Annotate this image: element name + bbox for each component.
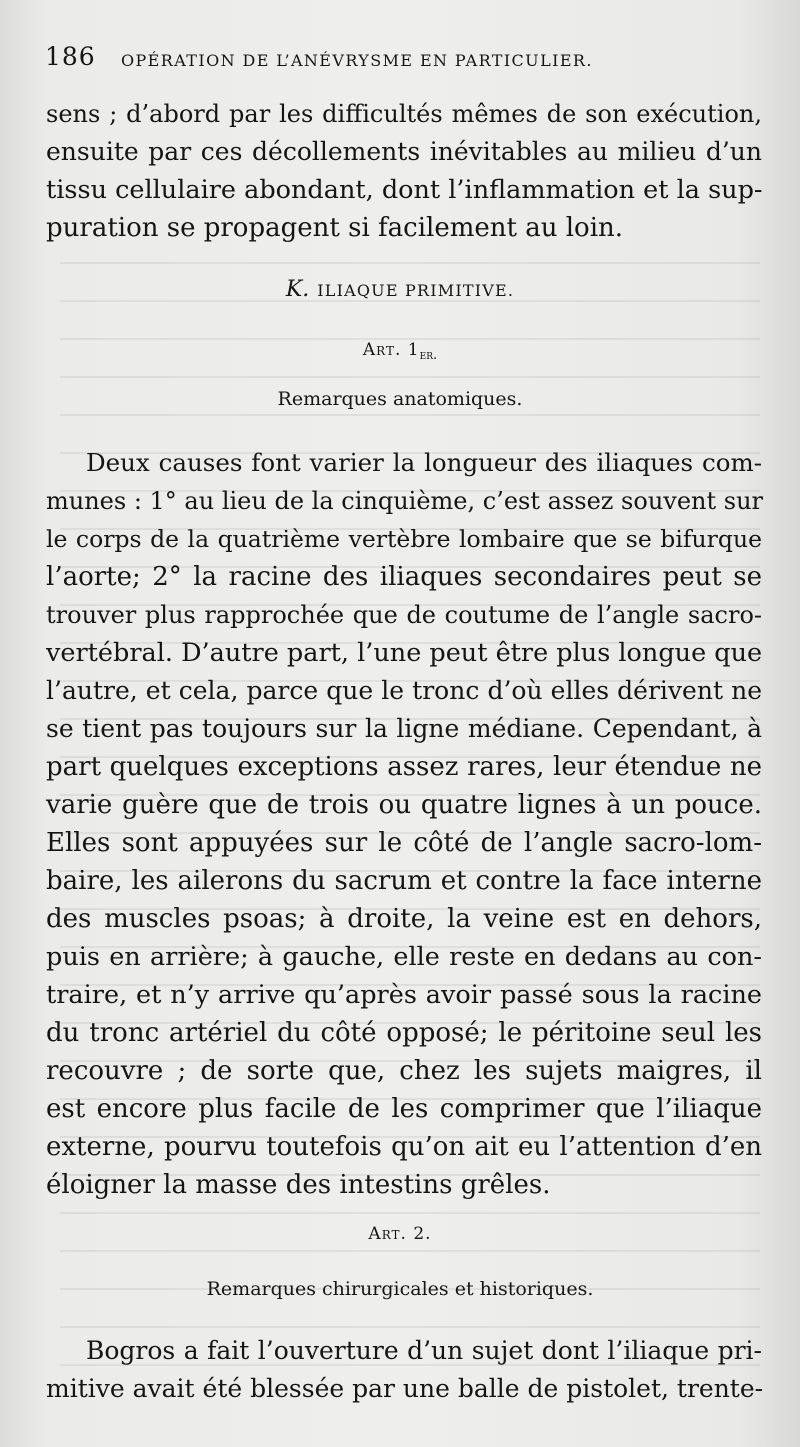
article-2-label: Art. 2. — [368, 1224, 432, 1244]
body-line: sens ; d’abord par les difficultés mêmes de son exécution, — [46, 100, 762, 128]
body-line: part quelques exceptions assez rares, leur étendue ne — [46, 752, 762, 782]
body-line: des muscles psoas; à droite, la veine est en dehors, — [46, 904, 762, 934]
running-head — [45, 42, 765, 76]
article-1-label: Art. 1 — [362, 340, 420, 360]
body-line: ensuite par ces décollements inévitables au milieu d’un — [46, 137, 762, 166]
article-2-heading — [0, 1224, 800, 1244]
article-1-subtitle — [0, 388, 800, 410]
section-title: ILIAQUE PRIMITIVE. — [317, 281, 515, 300]
body-line: se tient pas toujours sur la ligne médiane. Cependant, à — [46, 714, 762, 743]
body-line: mitive avait été blessée par une balle de pistolet, trente- — [46, 1374, 764, 1403]
article-2-subtitle-text: Remarques chirurgicales et historiques. — [206, 1278, 594, 1300]
body-line: est encore plus facile de les comprimer que l’iliaque — [46, 1094, 762, 1124]
body-line: du tronc artériel du côté opposé; le péritoine seul les — [46, 1018, 762, 1048]
body-line: tissu cellulaire abondant, dont l’inflammation et la sup- — [46, 175, 763, 205]
section-heading — [0, 277, 800, 302]
page-number: 186 — [45, 42, 96, 71]
body-line: externe, pourvu toutefois qu’on ait eu l’attention d’en — [46, 1132, 762, 1162]
body-line: recouvre ; de sorte que, chez les sujets maigres, il — [46, 1056, 762, 1086]
body-line: vertébral. D’autre part, l’une peut être plus longue que — [46, 638, 763, 668]
body-line: Bogros a fait l’ouverture d’un sujet dont l’iliaque pri- — [86, 1336, 762, 1365]
section-letter: K. — [285, 277, 310, 302]
body-line: puis en arrière; à gauche, elle reste en dedans au con- — [46, 942, 762, 972]
running-title: OPÉRATION DE L’ANÉVRYSME EN PARTICULIER. — [121, 51, 593, 70]
body-line: baire, les ailerons du sacrum et contre la face interne — [46, 866, 762, 896]
body-line: l’autre, et cela, parce que le tronc d’où elles dérivent ne — [46, 676, 762, 705]
body-line: le corps de la quatrième vertèbre lombaire que se bifurque — [46, 525, 762, 553]
body-line: traire, et n’y arrive qu’après avoir passé sous la racine — [46, 980, 762, 1010]
body-line: puration se propagent si facilement au loin. — [46, 213, 624, 243]
body-line: varie guère que de trois ou quatre lignes à un pouce. — [46, 790, 762, 820]
body-line: munes : 1° au lieu de la cinquième, c’est assez souvent sur — [46, 487, 764, 515]
body-line: l’aorte; 2° la racine des iliaques secondaires peut se — [46, 562, 762, 592]
body-line: éloigner la masse des intestins grêles. — [46, 1170, 551, 1200]
body-line: Deux causes font varier la longueur des iliaques com- — [86, 448, 762, 477]
article-1-ordinal: er. — [419, 348, 438, 363]
body-line: Elles sont appuyées sur le côté de l’angle sacro-lom- — [46, 828, 762, 858]
body-line: trouver plus rapprochée que de coutume de l’angle sacro- — [46, 601, 762, 629]
article-2-subtitle — [0, 1278, 800, 1300]
article-1-heading — [0, 340, 800, 363]
article-1-subtitle-text: Remarques anatomiques. — [277, 388, 523, 410]
